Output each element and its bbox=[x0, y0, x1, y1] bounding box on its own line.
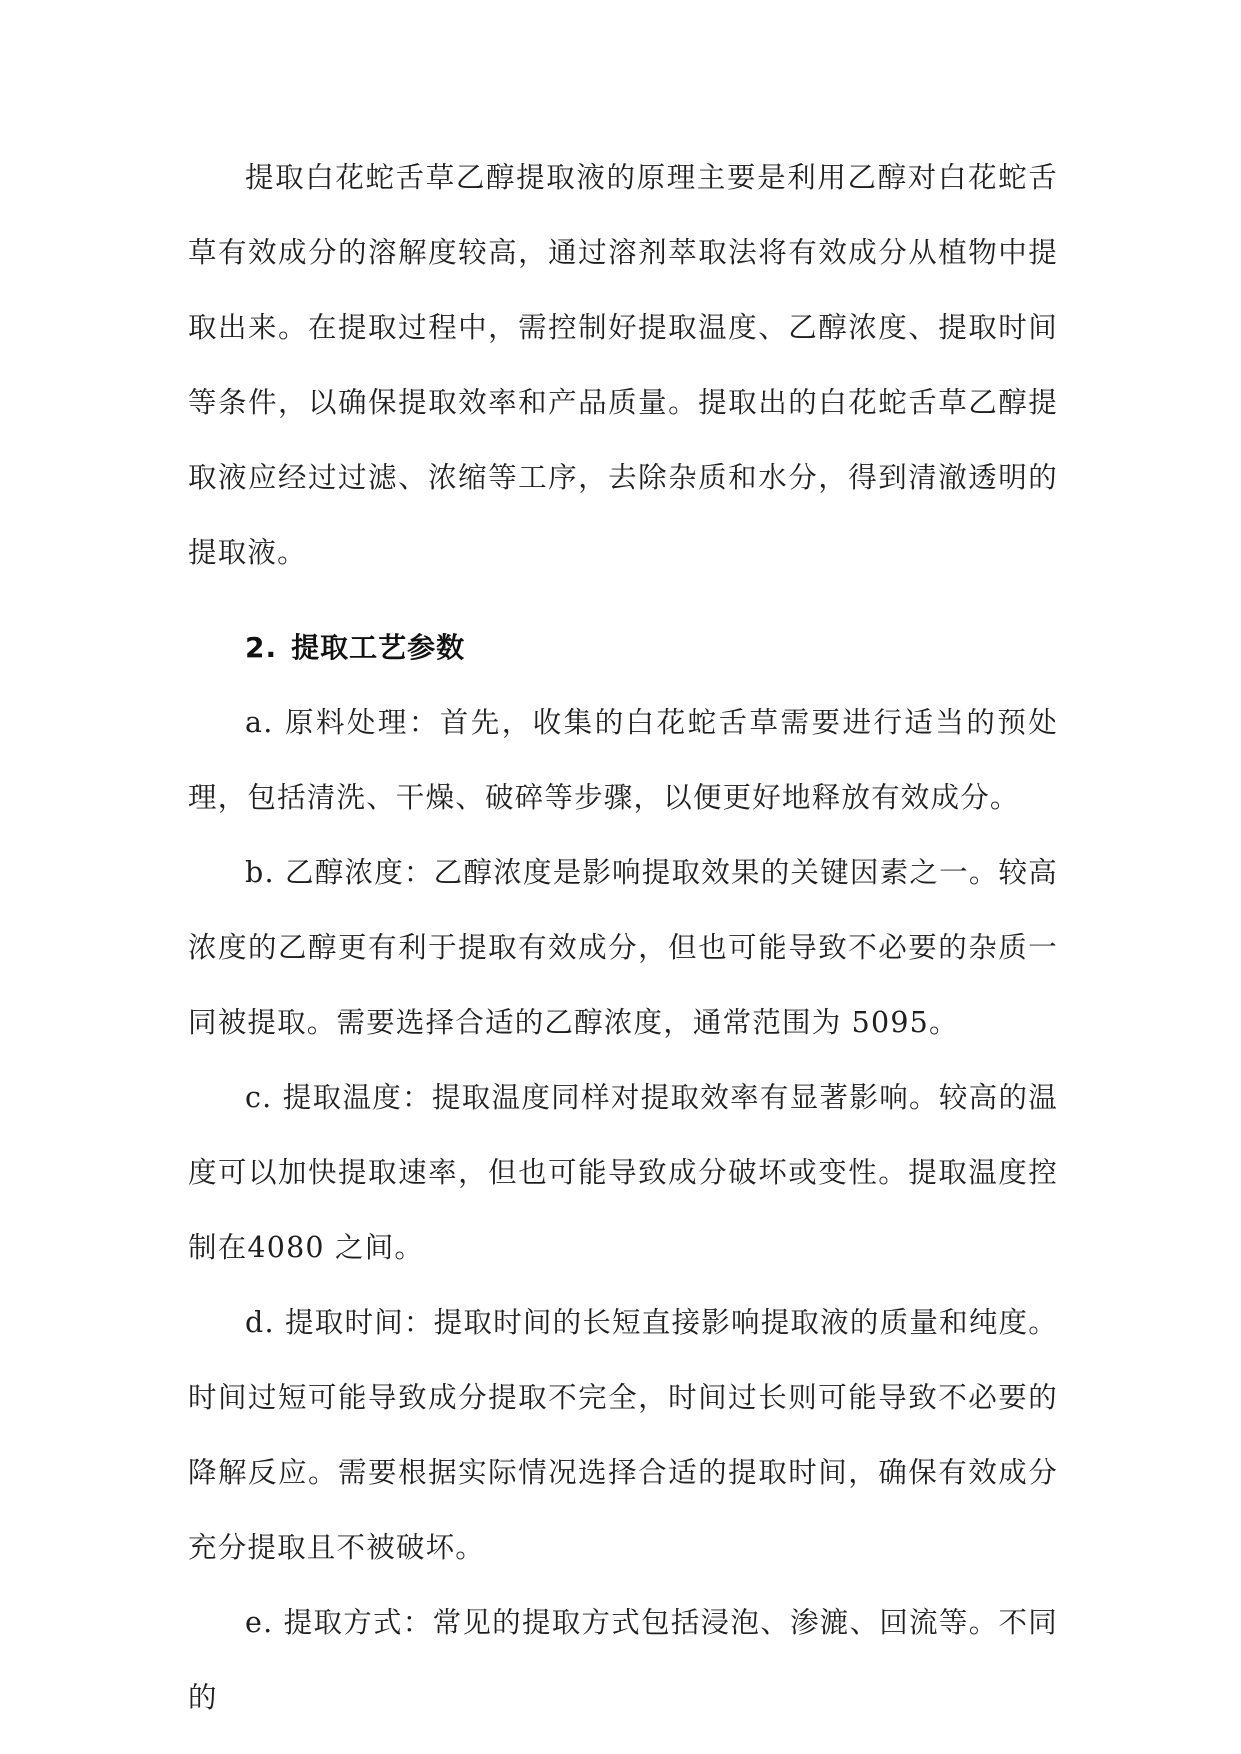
section-title: 提取工艺参数 bbox=[291, 631, 466, 664]
item-extraction-time: d. 提取时间：提取时间的长短直接影响提取液的质量和纯度。时间过短可能导致成分提取不完全，时间过长则可能导致不必要的降解反应。需要根据实际情况选择合适的提取时间，确保有效成分充分提取且不被破坏。 bbox=[188, 1306, 1058, 1564]
section-number: 2. bbox=[245, 631, 278, 664]
section-heading bbox=[188, 610, 1058, 685]
item-raw-material: a. 原料处理：首先，收集的白花蛇舌草需要进行适当的预处理，包括清洗、干燥、破碎等步骤，以便更好地释放有效成分。 bbox=[188, 706, 1058, 814]
intro-paragraph: 提取白花蛇舌草乙醇提取液的原理主要是利用乙醇对白花蛇舌草有效成分的溶解度较高，通过溶剂萃取法将有效成分从植物中提取出来。在提取过程中，需控制好提取温度、乙醇浓度、提取时间等条件，以确保提取效率和产品质量。提取出的白花蛇舌草乙醇提取液应经过过滤、浓缩等工序，去除杂质和水分，得到清澈透明的提取液。 bbox=[188, 161, 1058, 569]
item-ethanol-concentration: b. 乙醇浓度：乙醇浓度是影响提取效果的关键因素之一。较高浓度的乙醇更有利于提取有效成分，但也可能导致不必要的杂质一同被提取。需要选择合适的乙醇浓度，通常范围为 5095。 bbox=[188, 856, 1058, 1039]
document-body bbox=[188, 140, 1058, 1735]
item-extraction-temperature: c. 提取温度：提取温度同样对提取效率有显著影响。较高的温度可以加快提取速率，但也可能导致成分破坏或变性。提取温度控制在4080 之间。 bbox=[188, 1081, 1058, 1264]
item-extraction-method: e. 提取方式：常见的提取方式包括浸泡、渗漉、回流等。不同的 bbox=[188, 1606, 1058, 1714]
